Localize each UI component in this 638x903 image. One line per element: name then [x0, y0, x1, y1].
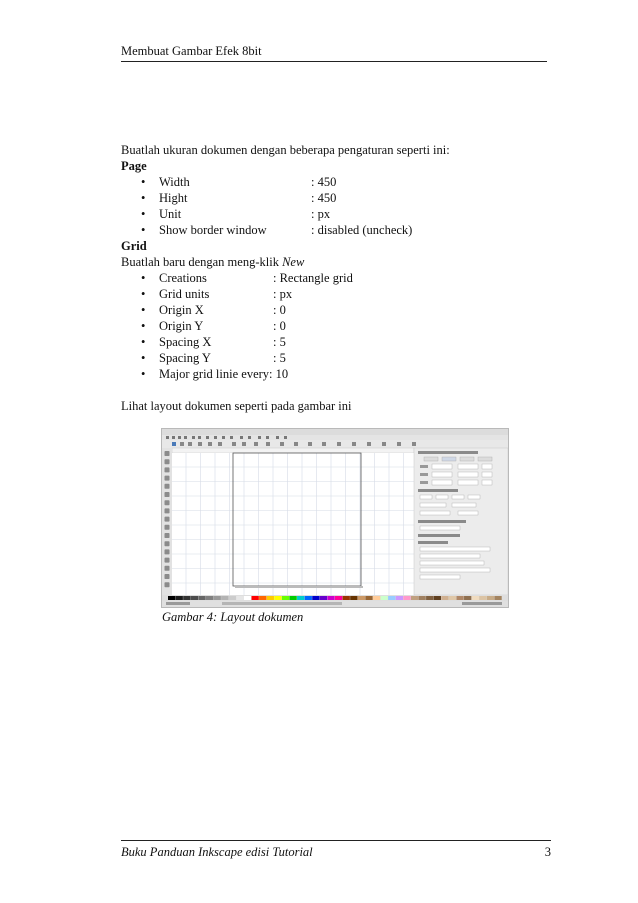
setting-value: : Rectangle grid: [273, 271, 353, 285]
setting-value: : 0: [273, 319, 286, 333]
page-settings-list: [121, 174, 551, 238]
palette-swatch: [198, 596, 205, 600]
grid-intro-emphasis: New: [282, 255, 305, 269]
list-item: [121, 302, 551, 318]
setting-value: : 450: [311, 191, 337, 205]
inkscape-screenshot-figure: [161, 428, 509, 608]
grid-intro: [121, 254, 551, 270]
list-item: [121, 174, 551, 190]
tool-icon: [165, 517, 170, 522]
grid-heading: Grid: [121, 239, 147, 253]
fill-stroke-indicator: [166, 602, 190, 605]
page-footer: [121, 840, 551, 860]
page-number: 3: [544, 845, 551, 859]
setting-label: Spacing Y: [159, 351, 211, 365]
setting-value: : px: [273, 287, 293, 301]
palette-swatch: [381, 596, 388, 600]
tool-icon: [165, 574, 170, 579]
palette-swatch: [434, 596, 441, 600]
palette-swatch: [267, 596, 274, 600]
tool-icon: [165, 484, 170, 489]
setting-label: Creations: [159, 271, 207, 285]
tool-icon: [165, 459, 170, 464]
tool-icon: [165, 541, 170, 546]
list-item: [121, 286, 551, 302]
list-item: [121, 190, 551, 206]
tool-icon: [165, 476, 170, 481]
paragraph-gap: [121, 382, 551, 398]
header-title: Membuat Gambar Efek 8bit: [121, 44, 262, 58]
zoom-readout: [462, 602, 502, 605]
setting-value: : 0: [273, 303, 286, 317]
palette-swatch: [191, 596, 198, 600]
palette-swatch: [176, 596, 183, 600]
palette-swatch: [411, 596, 418, 600]
palette-swatch: [358, 596, 365, 600]
tool-icon: [165, 566, 170, 571]
tool-icon: [165, 533, 170, 538]
palette-swatch: [289, 596, 296, 600]
setting-label: Hight: [159, 191, 188, 205]
setting-label: Spacing X: [159, 335, 212, 349]
page-shadow: [235, 586, 363, 588]
footer-title: Buku Panduan Inkscape edisi Tutorial: [121, 845, 313, 859]
palette-swatch: [403, 596, 410, 600]
palette-swatch: [274, 596, 281, 600]
palette-swatch: [312, 596, 319, 600]
palette-swatch: [388, 596, 395, 600]
palette-swatch: [479, 596, 486, 600]
title-bar: [162, 429, 508, 435]
palette-swatch: [419, 596, 426, 600]
tool-icon: [165, 467, 170, 472]
palette-swatch: [229, 596, 236, 600]
palette-swatch: [206, 596, 213, 600]
setting-label: Grid units: [159, 287, 210, 301]
palette-swatch: [236, 596, 243, 600]
palette-swatch: [494, 596, 501, 600]
list-item: [121, 350, 551, 366]
canvas: [172, 453, 414, 595]
horizontal-ruler: [172, 448, 414, 453]
grid-intro-text: Buatlah baru dengan meng-klik: [121, 255, 279, 269]
layout-paragraph: Lihat layout dokumen seperti pada gambar ini: [121, 399, 352, 413]
palette-swatch: [297, 596, 304, 600]
palette-swatch: [168, 596, 175, 600]
palette-swatch: [456, 596, 463, 600]
palette-swatch: [396, 596, 403, 600]
palette-swatch: [472, 596, 479, 600]
tool-icon: [165, 525, 170, 530]
grid-settings-list: [121, 270, 551, 382]
palette-swatch: [252, 596, 259, 600]
setting-value: : 450: [311, 175, 337, 189]
list-item: [121, 270, 551, 286]
status-message: [222, 602, 342, 605]
setting-label: Origin X: [159, 303, 204, 317]
setting-value: : 5: [273, 335, 286, 349]
palette-swatch: [282, 596, 289, 600]
setting-label: Major grid linie every:: [159, 367, 273, 381]
figure-caption: Gambar 4: Layout dokumen: [162, 610, 304, 624]
palette-swatch: [365, 596, 372, 600]
inkscape-window-image: [162, 429, 508, 607]
tool-icon: [165, 558, 170, 563]
palette-swatch: [244, 596, 251, 600]
setting-label: Show border window: [159, 223, 267, 237]
tool-icon: [165, 500, 170, 505]
setting-value: 10: [272, 367, 289, 381]
toolbox-icons: [165, 451, 170, 587]
palette-swatch: [327, 596, 334, 600]
tool-icon: [165, 582, 170, 587]
palette-swatch: [441, 596, 448, 600]
setting-value: : 5: [273, 351, 286, 365]
palette-swatch: [320, 596, 327, 600]
tool-icon: [165, 549, 170, 554]
palette-swatch: [426, 596, 433, 600]
palette-swatch: [449, 596, 456, 600]
setting-label: Width: [159, 175, 190, 189]
palette-swatch: [305, 596, 312, 600]
page-header: [121, 44, 547, 62]
palette-swatch: [487, 596, 494, 600]
tool-icon: [165, 451, 170, 456]
setting-label: Unit: [159, 207, 182, 221]
list-item: [121, 366, 551, 382]
list-item: [121, 334, 551, 350]
palette-swatch: [221, 596, 228, 600]
palette-swatch: [183, 596, 190, 600]
palette-swatch: [214, 596, 221, 600]
intro-paragraph: Buatlah ukuran dokumen dengan beberapa pengaturan seperti ini:: [121, 143, 450, 157]
palette-swatch: [259, 596, 266, 600]
setting-value: : px: [311, 207, 331, 221]
tool-icon: [165, 508, 170, 513]
list-item: [121, 318, 551, 334]
menu-bar: [162, 435, 508, 440]
palette-swatch: [343, 596, 350, 600]
list-item: [121, 222, 551, 238]
tool-icon: [165, 492, 170, 497]
palette-swatch: [335, 596, 342, 600]
palette-swatch: [373, 596, 380, 600]
list-item: [121, 206, 551, 222]
page-heading: Page: [121, 159, 147, 173]
palette-swatch: [350, 596, 357, 600]
palette-swatch: [464, 596, 471, 600]
document-body: [121, 142, 551, 414]
tool-controls-bar: [162, 440, 508, 448]
setting-value: : disabled (uncheck): [311, 223, 413, 237]
setting-label: Origin Y: [159, 319, 204, 333]
